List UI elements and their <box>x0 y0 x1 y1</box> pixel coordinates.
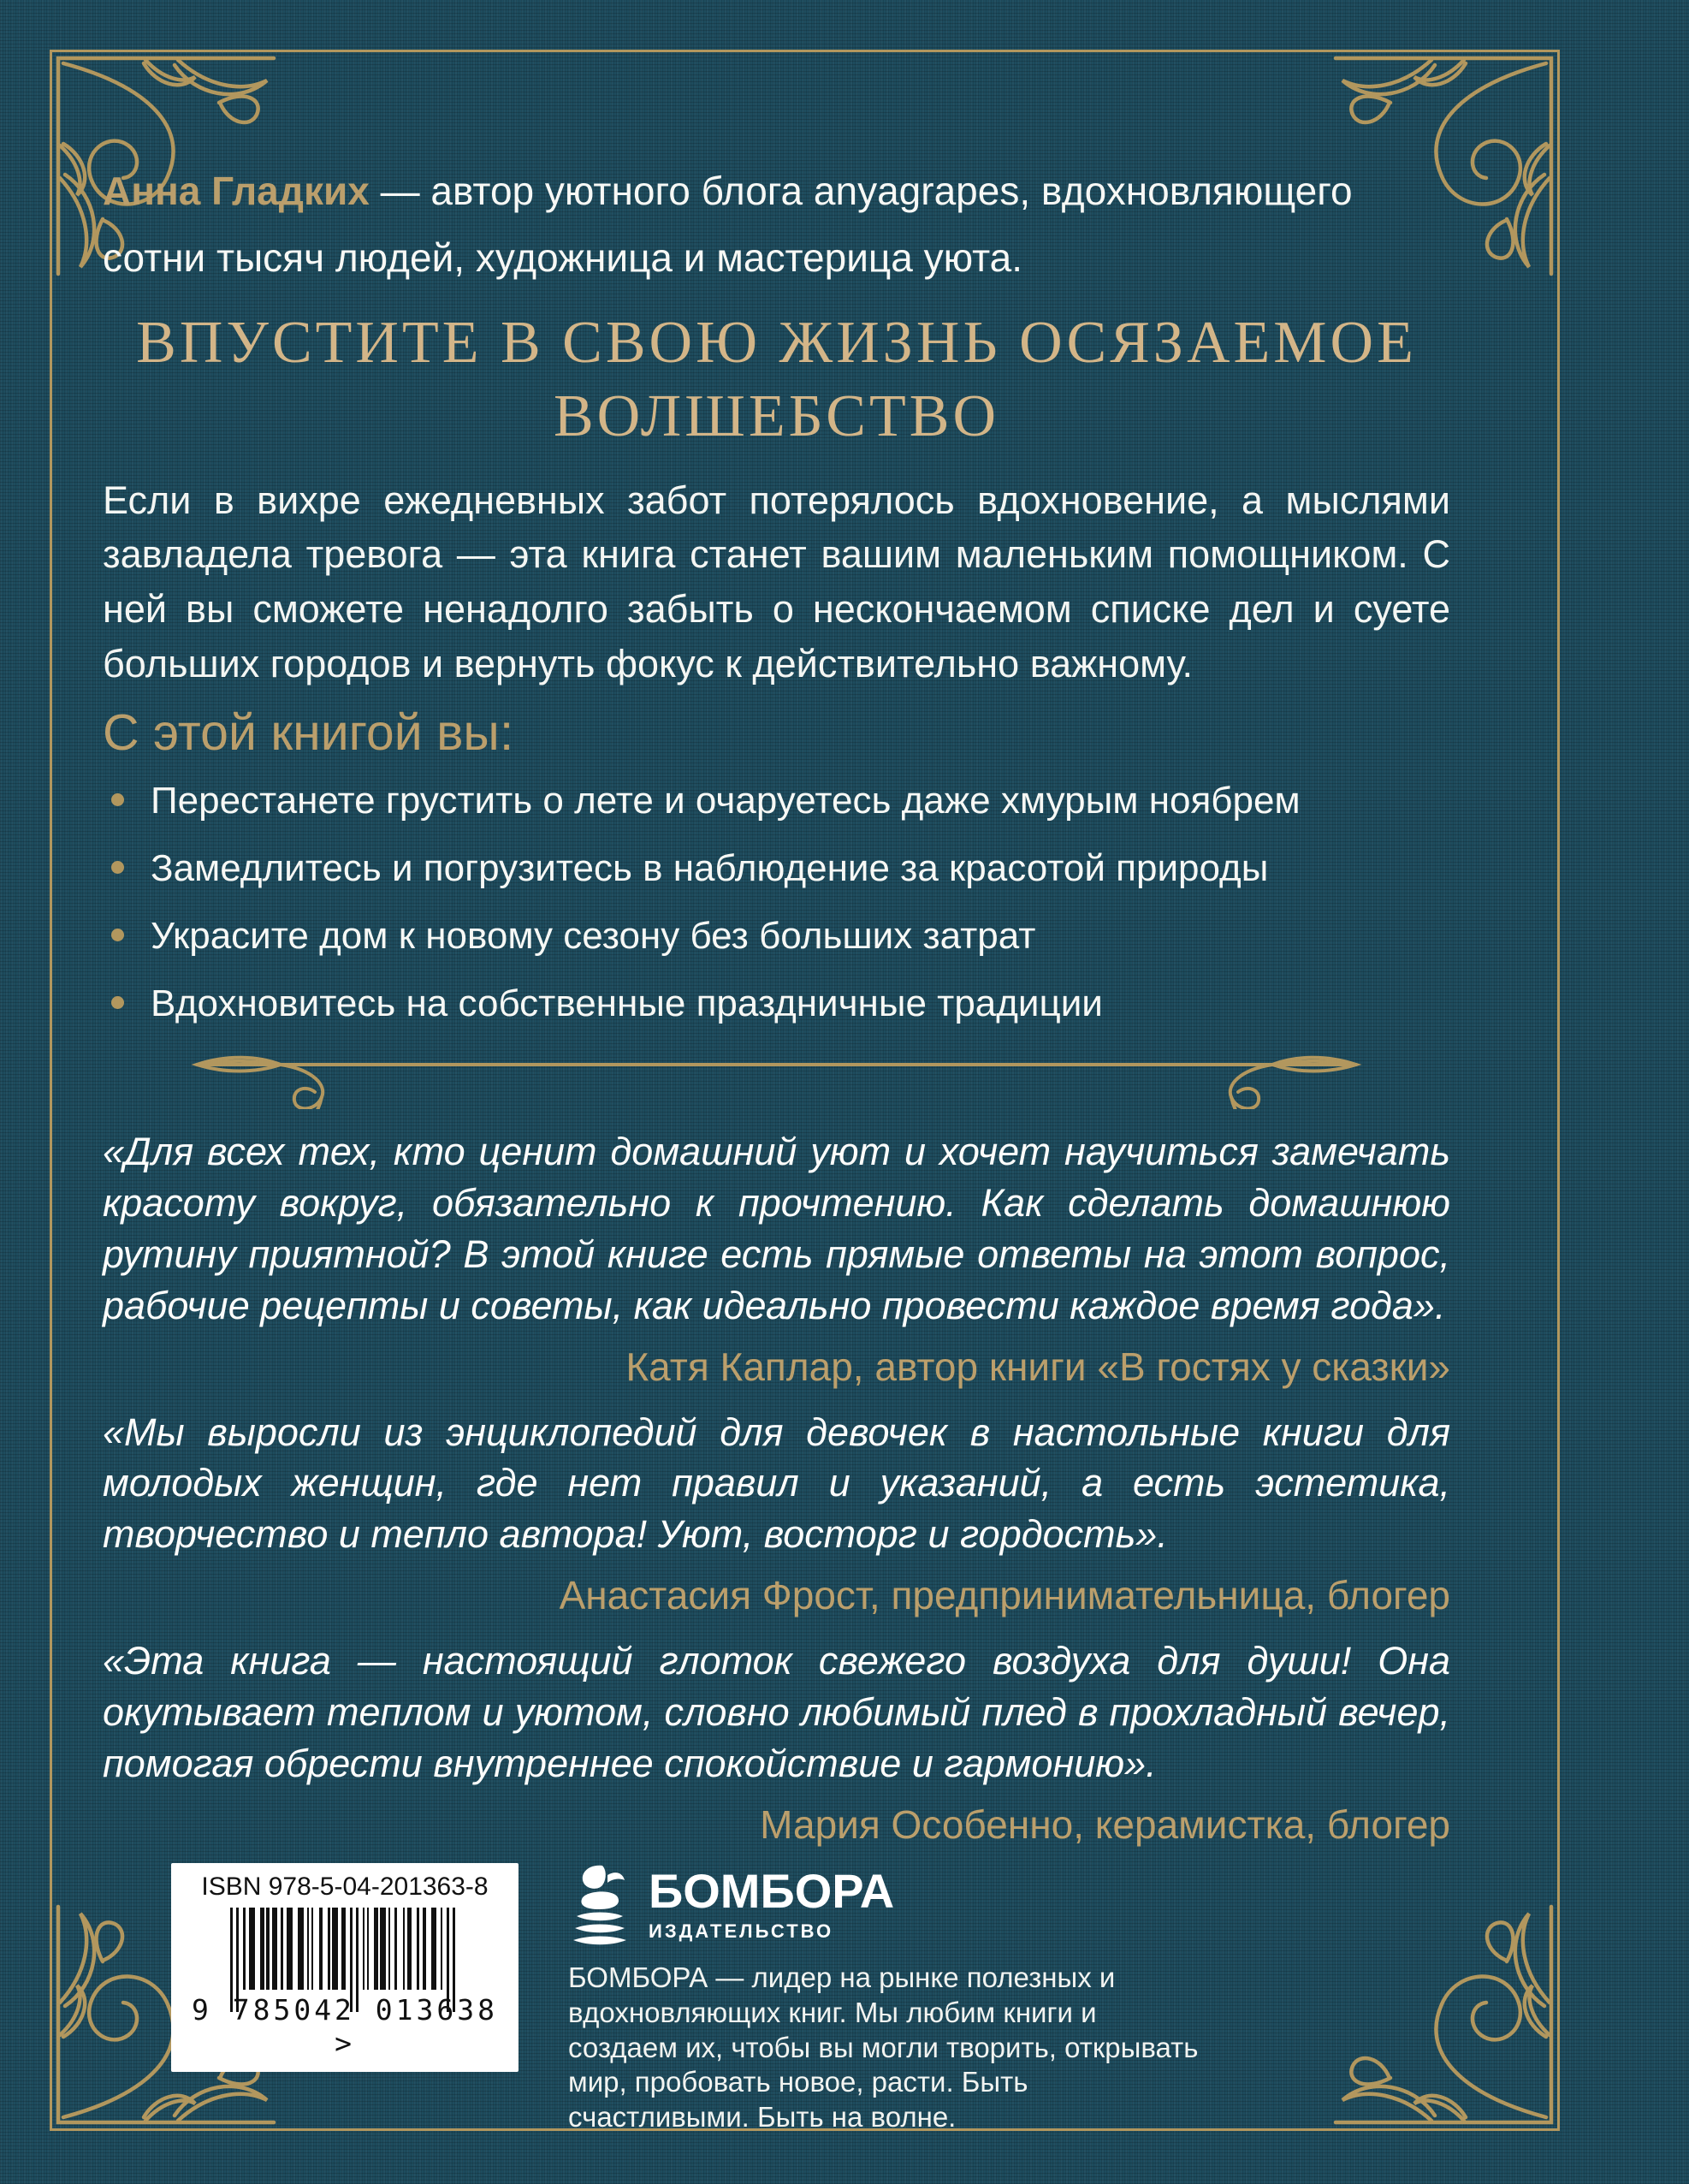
author-dash: — <box>380 169 420 213</box>
author-intro <box>103 157 1450 291</box>
review-attribution: Мария Особенно, керамистка, блогер <box>760 1801 1450 1847</box>
publisher-logo-text <box>649 1863 895 1943</box>
publisher-block <box>568 1863 1201 2136</box>
review-1 <box>103 1126 1450 1389</box>
barcode-digits: 9 785042 013638 > <box>191 1992 498 2060</box>
benefits-list <box>103 779 1450 1025</box>
review-2 <box>103 1407 1450 1619</box>
publisher-type: ИЗДАТЕЛЬСТВО <box>649 1920 834 1942</box>
list-item: Замедлитесь и погрузитесь в наблюдение за красотой природы <box>103 846 1450 890</box>
review-attribution: Анастасия Фрост, предпринимательница, блогер <box>559 1573 1450 1618</box>
list-item: Вдохновитесь на собственные праздничные традиции <box>103 982 1450 1025</box>
intro-paragraph: Если в вихре ежедневных забот потерялось вдохновение, а мыслями завладела тревога — эта книга станет вашим маленьким помощником. С ней вы сможете ненадолго забыть о нескончаемом списке дел и суете больших городов и вернуть фокус к действительно важному. <box>103 478 1450 686</box>
review-3 <box>103 1635 1450 1848</box>
author-description: автор уютного блога anyagrapes, вдохновляющего сотни тысяч людей, художница и мастерица уюта. <box>103 169 1353 281</box>
publisher-logo <box>568 1863 1201 1947</box>
divider-flourish-icon <box>128 1049 1425 1109</box>
isbn-label: ISBN 978-5-04-201363-8 <box>201 1872 489 1901</box>
benefits-heading: С этой книгой вы: <box>103 704 514 762</box>
review-quote: «Для всех тех, кто ценит домашний уют и хочет научиться замечать красоту вокруг, обязательно к прочтению. Как сделать домашнюю рутину приятной? В этой книге есть прямые ответы на этот вопрос, рабочие рецепты и советы, как идеально провести каждое время года». <box>103 1130 1450 1327</box>
publisher-name: БОМБОРА <box>649 1863 895 1918</box>
barcode <box>171 1863 519 2072</box>
list-item: Перестанете грустить о лете и очаруетесь даже хмурым ноябрем <box>103 779 1450 822</box>
footer <box>103 1863 1450 2136</box>
publisher-blurb: БОМБОРА — лидер на рынке полезных и вдохновляющих книг. Мы любим книги и создаем их, чтобы вы могли творить, открывать мир, пробовать новое, расти. Быть счастливыми. Быть на волне. <box>568 1961 1199 2134</box>
bombora-logo-icon <box>568 1863 631 1947</box>
headline-line-2: ВОЛШЕБСТВО <box>553 383 999 450</box>
headline-line-1: ВПУСТИТЕ В СВОЮ ЖИЗНЬ ОСЯЗАЕМОЕ <box>136 310 1417 377</box>
review-quote: «Мы выросли из энциклопедий для девочек в настольные книги для молодых женщин, где нет правил и указаний, а есть эстетика, творчество и тепло автора! Уют, восторг и гордость». <box>103 1410 1450 1557</box>
list-item: Украсите дом к новому сезону без больших затрат <box>103 914 1450 958</box>
review-quote: «Эта книга — настоящий глоток свежего воздуха для души! Она окутывает теплом и уютом, словно любимый плед в прохладный вечер, помогая обрести внутреннее спокойствие и гармонию». <box>103 1639 1450 1785</box>
headline <box>103 306 1450 454</box>
author-name: Анна Гладких <box>103 169 370 213</box>
review-attribution: Катя Каплар, автор книги «В гостях у сказки» <box>625 1344 1450 1389</box>
